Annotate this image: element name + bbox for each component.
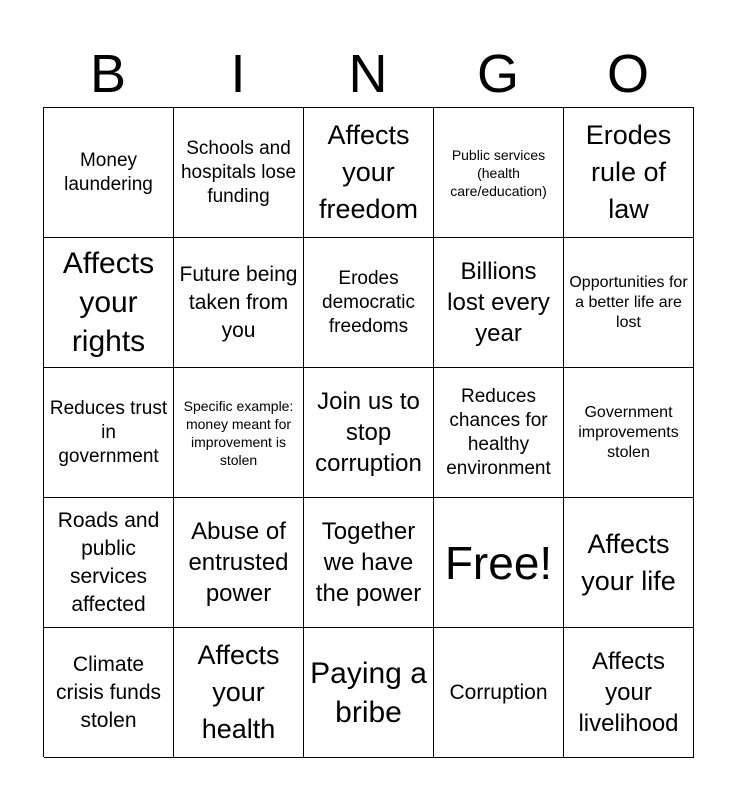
bingo-cell[interactable]: [304, 238, 434, 368]
cell-text: Schools and hospitals lose funding: [180, 137, 297, 207]
bingo-cell[interactable]: [44, 238, 174, 368]
header-letter-g: G: [476, 44, 519, 104]
cell-text: Join us to stop corruption: [315, 388, 422, 477]
cell-text: Erodes democratic freedoms: [322, 267, 415, 337]
cell-text: Money laundering: [64, 149, 153, 195]
bingo-cell[interactable]: [44, 368, 174, 498]
bingo-cell[interactable]: [44, 628, 174, 758]
bingo-cell[interactable]: [434, 108, 564, 238]
cell-text: Public services (health care/education): [450, 146, 547, 199]
bingo-cell[interactable]: [304, 368, 434, 498]
cell-text: Billions lost every year: [447, 258, 550, 347]
cell-text: Specific example: money meant for improvement is stolen: [183, 397, 294, 468]
bingo-cell[interactable]: [174, 498, 304, 628]
header-letter-n: N: [348, 44, 388, 104]
bingo-cell[interactable]: [174, 368, 304, 498]
bingo-cell[interactable]: [304, 498, 434, 628]
cell-text: Opportunities for a better life are lost: [569, 273, 688, 331]
cell-text: Roads and public services affected: [57, 508, 160, 616]
header-letter-i: I: [230, 44, 246, 104]
cell-text: Affects your rights: [62, 247, 155, 358]
header-letter-o: O: [606, 44, 649, 104]
cell-text: Affects your health: [197, 640, 280, 744]
cell-text: Paying a bribe: [310, 656, 427, 729]
bingo-cell[interactable]: [174, 108, 304, 238]
cell-text: Free!: [444, 536, 553, 589]
cell-text: Affects your freedom: [318, 120, 419, 224]
bingo-cell[interactable]: [174, 238, 304, 368]
bingo-cell[interactable]: [174, 628, 304, 758]
cell-text: Corruption: [449, 680, 548, 704]
bingo-cell[interactable]: [564, 498, 694, 628]
cell-text: Future being taken from you: [179, 262, 298, 342]
bingo-cell[interactable]: [44, 108, 174, 238]
cell-text: Climate crisis funds stolen: [55, 652, 162, 732]
bingo-cell[interactable]: [564, 628, 694, 758]
header-letter-b: B: [89, 44, 127, 104]
cell-text: Reduces trust in government: [49, 397, 168, 467]
cell-text: Together we have the power: [315, 518, 422, 607]
bingo-cell[interactable]: [44, 498, 174, 628]
bingo-cell[interactable]: [434, 238, 564, 368]
cell-text: Reduces chances for healthy environment: [446, 385, 551, 479]
bingo-header: [43, 40, 693, 108]
bingo-cell[interactable]: [564, 108, 694, 238]
bingo-card-grid: [43, 107, 694, 757]
cell-text: Abuse of entrusted power: [188, 518, 289, 607]
cell-text: Erodes rule of law: [585, 120, 672, 224]
cell-text: Affects your livelihood: [578, 648, 679, 737]
cell-text: Government improvements stolen: [578, 403, 679, 461]
bingo-cell[interactable]: [564, 238, 694, 368]
bingo-cell[interactable]: [564, 368, 694, 498]
bingo-cell[interactable]: [304, 628, 434, 758]
bingo-cell[interactable]: [434, 368, 564, 498]
free-space-cell[interactable]: [434, 498, 564, 628]
cell-text: Affects your life: [581, 528, 676, 596]
bingo-cell[interactable]: [434, 628, 564, 758]
bingo-cell[interactable]: [304, 108, 434, 238]
